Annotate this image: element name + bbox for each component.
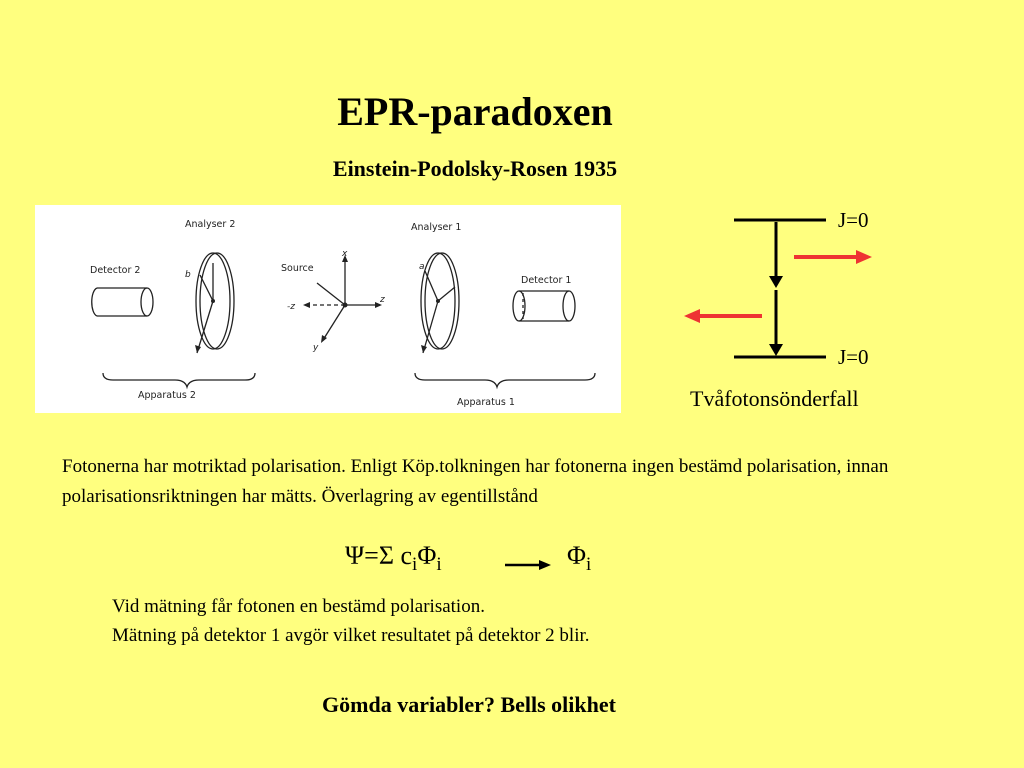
detector1-body — [519, 291, 569, 321]
photon-left-arrow — [684, 309, 700, 323]
angle-a-label: a — [419, 262, 425, 272]
lower-level-label: J=0 — [838, 345, 869, 369]
hidden-variables-footer: Gömda variabler? Bells olikhet — [322, 692, 616, 717]
upper-level-label: J=0 — [838, 208, 869, 232]
axis-neg-z-label: -z — [287, 302, 295, 312]
formula-phi: Φ — [417, 541, 437, 570]
explanation-paragraph: Fotonerna har motriktad polarisation. Enligt Köp.tolkningen har fotonerna ingen bestämd polarisation, innan polarisationsriktningen har mätts. Överlagring av egentillstånd — [62, 456, 889, 507]
decay-caption: Tvåfotonsönderfall — [690, 386, 859, 411]
source-label: Source — [281, 263, 314, 274]
analyser1-label: Analyser 1 — [411, 222, 462, 233]
formula-rhs: Φ — [567, 541, 587, 570]
measurement-line-1: Vid mätning får fotonen en bestämd polarisation. — [112, 596, 485, 617]
angle-b-label: b — [185, 270, 191, 280]
slide-title: EPR-paradoxen — [337, 89, 613, 134]
slide-subtitle: Einstein-Podolsky-Rosen 1935 — [332, 156, 618, 181]
epr-apparatus-figure — [35, 205, 621, 413]
transition-arrow — [769, 344, 783, 356]
two-photon-decay-diagram — [680, 200, 910, 380]
formula-sub-3: i — [586, 554, 592, 575]
collapse-arrow-icon — [505, 549, 551, 573]
formula-sub-1: i — [412, 554, 418, 575]
apparatus1-label: Apparatus 1 — [457, 397, 515, 408]
detector2-label: Detector 2 — [90, 265, 141, 276]
formula-sub-2: i — [436, 554, 442, 575]
photon-right-arrow — [856, 250, 872, 264]
formula-lhs: Ψ=Σ c — [345, 541, 413, 570]
measurement-line-2: Mätning på detektor 1 avgör vilket resultatet på detektor 2 blir. — [112, 625, 590, 646]
detector1-label: Detector 1 — [521, 275, 572, 286]
analyser2-label: Analyser 2 — [185, 219, 236, 230]
apparatus2-label: Apparatus 2 — [138, 390, 196, 401]
axis-z-label: z — [380, 295, 385, 305]
axis-y-label: y — [313, 343, 319, 353]
axis-x-label: x — [342, 249, 348, 259]
detector2-body — [97, 288, 147, 316]
superposition-formula — [345, 541, 665, 591]
